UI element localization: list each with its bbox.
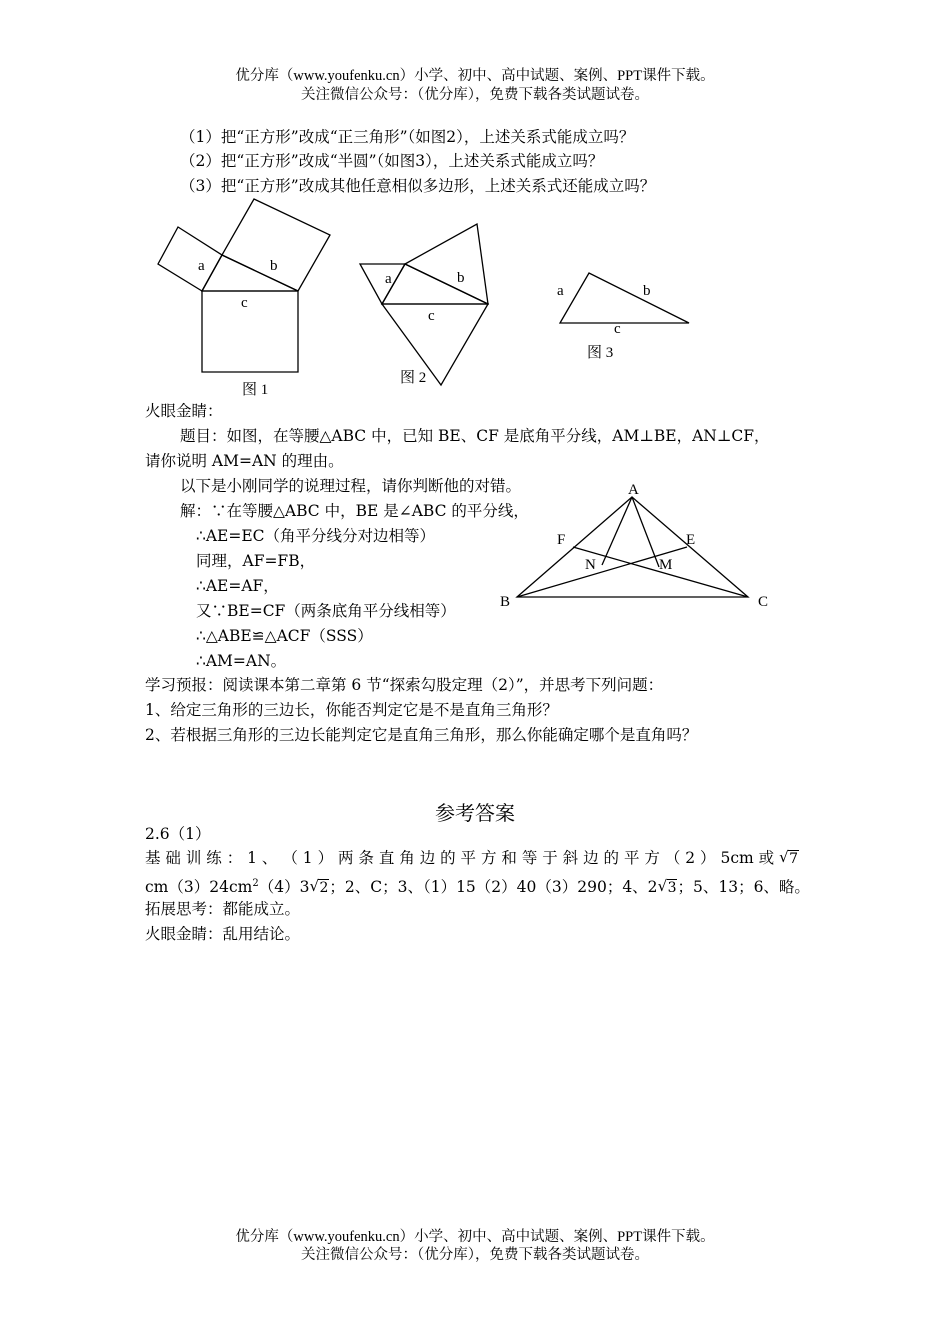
eye-intro: 以下是小刚同学的说理过程，请你判断他的对错。: [180, 477, 522, 495]
solution-step-5: 又∵BE=CF（两条底角平分线相等）: [196, 602, 456, 620]
fig1-caption: 图 1: [242, 382, 269, 398]
sqrt-2: [309, 878, 329, 898]
answers-eye: 火眼金睛：乱用结论。: [145, 925, 301, 943]
question-3: （3）把“正方形”改成其他任意相似多边形，上述关系式还能成立吗？: [180, 177, 656, 195]
header-line-2: 关注微信公众号：（优分库），免费下载各类试题试卷。: [301, 87, 649, 103]
preview-question-1: 1、给定三角形的三边长，你能否判定它是不是直角三角形？: [145, 701, 558, 719]
eye-problem-1: 题目：如图，在等腰△ABC 中，已知 BE、CF 是底角平分线，AM⊥BE，AN⊥CF，: [180, 427, 770, 445]
answers-basic-line-1: [145, 848, 799, 869]
solution-step-4: ∴AE=AF，: [196, 577, 279, 595]
segment-am: [632, 497, 659, 567]
sqrt-7: [779, 849, 799, 869]
answers-section: 2.6（1）: [145, 825, 211, 843]
answers-basic-text-b2: （4）3: [258, 878, 310, 897]
answers-extend: 拓展思考：都能成立。: [145, 900, 301, 918]
answers-basic-text-b4: ；5、13；6、略。: [677, 878, 810, 897]
answers-basic-text-a: 基 础 训 练 ： 1 、 （ 1 ） 两 条 直 角 边 的 平 方 和 等 于 斜 边 的 平 方 （ 2 ） 5cm 或: [145, 849, 775, 867]
superscript-2: 2: [252, 878, 259, 889]
eye-problem-2: 请你说明 AM=AN 的理由。: [145, 452, 344, 470]
label-n: N: [585, 557, 596, 573]
label-f: F: [557, 532, 566, 548]
fig2-label-b: b: [457, 270, 465, 286]
sqrt-3: [658, 878, 678, 898]
fig2-label-a: a: [385, 271, 392, 287]
answers-basic-line-2: [145, 874, 810, 898]
sqrt-3-value: 3: [667, 880, 677, 897]
eye-heading: 火眼金睛：: [145, 402, 223, 420]
fig2-label-c: c: [428, 308, 435, 324]
label-c: C: [758, 594, 769, 610]
question-1: （1）把“正方形”改成“正三角形”（如图2），上述关系式能成立吗？: [180, 128, 635, 146]
footer-line-2: 关注微信公众号：（优分库），免费下载各类试题试卷。: [301, 1247, 649, 1263]
preview-question-2: 2、若根据三角形的三边长能判定它是直角三角形，那么你能确定哪个是直角吗？: [145, 726, 698, 744]
preview-heading: 学习预报：阅读课本第二章第 6 节“探索勾股定理（2）”，并思考下列问题：: [145, 676, 664, 694]
fig3-caption: 图 3: [587, 345, 614, 361]
label-m: M: [659, 557, 673, 573]
solution-step-3: 同理，AF=FB，: [196, 552, 316, 570]
fig3-label-b: b: [643, 283, 651, 299]
sqrt-7-value: 7: [789, 851, 798, 867]
question-2: （2）把“正方形”改成“半圆”（如图3），上述关系式能成立吗？: [180, 152, 604, 170]
answers-basic-text-b3: ；2、C；3、（1）15（2）40（3）290；4、2: [329, 878, 658, 897]
answers-title: 参考答案: [435, 801, 515, 825]
label-e: E: [686, 532, 696, 548]
solution-step-2: ∴AE=EC（角平分线分对边相等）: [196, 527, 436, 545]
fig1-label-a: a: [198, 258, 205, 274]
header-line-1: 优分库（www.youfenku.cn）小学、初中、高中试题、案例、PPT课件下载。: [235, 68, 715, 84]
fig3-label-a: a: [557, 283, 564, 299]
fig1-label-c: c: [241, 295, 248, 311]
label-b: B: [500, 594, 511, 610]
solution-step-7: ∴AM=AN。: [196, 652, 287, 670]
segment-an: [602, 497, 632, 565]
answers-basic-text-b1: cm（3）24cm: [145, 878, 253, 897]
sqrt-2-value: 2: [319, 880, 329, 897]
fig1-label-b: b: [270, 258, 278, 274]
footer-line-1: 优分库（www.youfenku.cn）小学、初中、高中试题、案例、PPT课件下载。: [235, 1229, 715, 1245]
solution-step-6: ∴△ABE≌△ACF（SSS）: [196, 627, 373, 645]
solution-step-1: 解：∵在等腰△ABC 中，BE 是∠ABC 的平分线，: [180, 502, 529, 520]
fig3-label-c: c: [614, 321, 621, 337]
triangle-abc: [517, 497, 748, 597]
fig2-caption: 图 2: [400, 370, 427, 386]
label-a: A: [628, 482, 639, 498]
